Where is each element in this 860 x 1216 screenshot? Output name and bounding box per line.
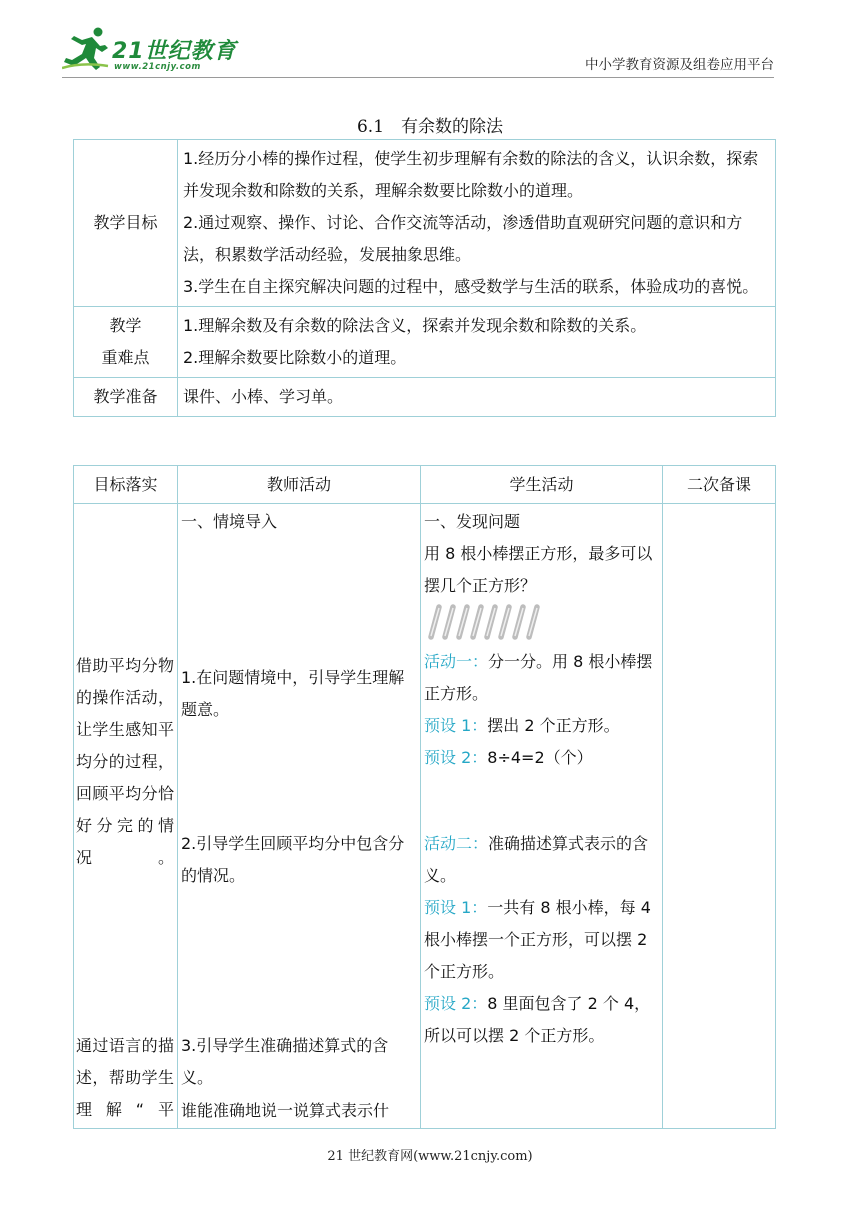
activity-table [73,465,776,1129]
header-goals: 目标落实 [74,466,178,504]
table-header-row [74,466,776,504]
lesson-title: 6.1 有余数的除法 [356,117,504,137]
objective-item: 2.通过观察、操作、讨论、合作交流等活动，渗透借助直观研究问题的意识和方法，积累数学活动经验，发展抽象思维。 [183,213,743,264]
logo-url: www.21cnjy.com [114,62,201,72]
preset-text: 一共有 8 根小棒，每 4 根小棒摆一个正方形，可以摆 2 个正方形。 [424,898,651,981]
table-row [74,140,776,307]
activity-2 [424,828,660,892]
preset-4 [424,988,660,1052]
preset-label: 预设 2： [424,748,488,767]
logo-text: 21世纪教育 [112,39,237,64]
table-row [74,378,776,417]
teacher-step: 谁能准确地说一说算式表示什 [181,1101,390,1120]
header-student: 学生活动 [421,466,663,504]
key-points-cell [178,307,776,378]
table-row [74,504,776,1129]
preset-text: 摆出 2 个正方形。 [487,716,620,735]
header-divider [62,77,774,78]
preset-text: 8 里面包含了 2 个 4，所以可以摆 2 个正方形。 [424,994,651,1045]
preset-3 [424,892,660,988]
teacher-section: 一、情境导入 [181,512,278,531]
table-row [74,307,776,378]
activity-1-label: 活动一： [424,652,489,671]
goals-cell [74,504,178,1129]
key-points-label-line1: 教学 [109,316,142,335]
header-teacher: 教师活动 [178,466,421,504]
platform-name: 中小学教育资源及组卷应用平台 [585,57,774,73]
teacher-step: 3.引导学生准确描述算式的含义。 [181,1036,389,1087]
runner-logo-icon [62,26,110,72]
student-section: 一、发现问题 [424,512,521,531]
key-point-item: 1.理解余数及有余数的除法含义，探索并发现余数和除数的关系。 [183,316,647,335]
key-points-label [74,307,178,378]
preset-2 [424,742,660,774]
teacher-cell [178,504,421,1129]
lesson-info-table [73,139,776,417]
preset-1 [424,710,660,742]
activity-1-text: 分一分。用 8 根小棒摆正方形。 [424,652,653,703]
activity-2-label: 活动二： [424,834,489,853]
objective-item: 3.学生在自主探究解决问题的过程中，感受数学与生活的联系，体验成功的喜悦。 [183,277,759,296]
objectives-cell [178,140,776,307]
problem-text: 用 8 根小棒摆正方形，最多可以摆几个正方形？ [424,544,653,595]
activity-1 [424,646,660,710]
goal-text-2: 通过语言的描述，帮助学生理解“平 [76,1036,174,1119]
teacher-step: 2.引导学生回顾平均分中包含分的情况。 [181,834,405,885]
preset-text: 8÷4=2（个） [487,748,593,767]
preparation-label: 教学准备 [74,378,178,417]
key-points-label-line2: 重难点 [101,348,150,367]
sticks-image [426,604,544,642]
teacher-step: 1.在问题情境中，引导学生理解题意。 [181,668,405,719]
activity-2-text: 准确描述算式表示的含义。 [424,834,649,885]
goal-text-1: 借助平均分物的操作活动，让学生感知平均分的过程，回顾平均分恰好分完的情况。 [76,656,174,867]
preparation-item: 课件、小棒、学习单。 [183,387,344,406]
objective-item: 1.经历分小棒的操作过程，使学生初步理解有余数的除法的含义，认识余数，探索并发现余数和除数的关系，理解余数要比除数小的道理。 [183,149,759,200]
preparation-cell [178,378,776,417]
preset-label: 预设 1： [424,898,488,917]
remarks-cell [663,504,776,1129]
preset-label: 预设 1： [424,716,488,735]
student-cell [421,504,663,1129]
objectives-label: 教学目标 [74,140,178,307]
key-point-item: 2.理解余数要比除数小的道理。 [183,348,407,367]
header-remarks: 二次备课 [663,466,776,504]
footer: 21 世纪教育网(www.21cnjy.com) [327,1149,533,1164]
preset-label: 预设 2： [424,994,488,1013]
